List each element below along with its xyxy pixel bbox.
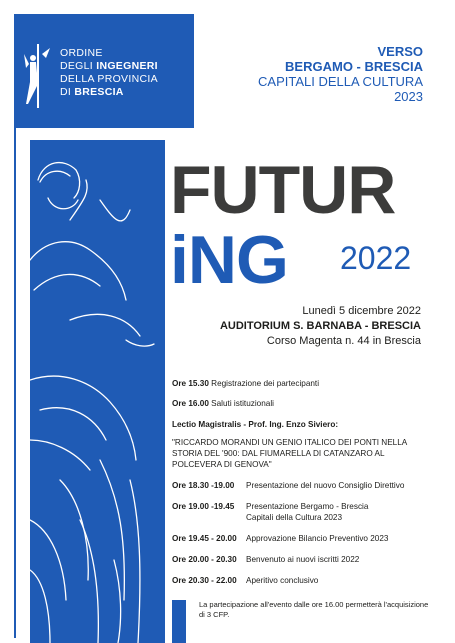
event-venue: AUDITORIUM S. BARNABA - BRESCIA	[219, 320, 421, 332]
angel-logo-icon	[24, 44, 52, 108]
program-lectio-title: "RICCARDO MORANDI UN GENIO ITALICO DEI PONTI NELLA STORIA DEL '900: DAL FIUMARELLA DI CATANZARO AL POLCEVERA DI GENOVA"	[172, 438, 407, 469]
program	[172, 378, 432, 586]
title-ing	[170, 222, 288, 298]
program-row: Ore 19.45 - 20.00 Approvazione Bilancio Preventivo 2023	[172, 534, 389, 543]
verso-capitals: CAPITALI DELLA CULTURA	[258, 74, 423, 89]
program-row: Ore 20.00 - 20.30 Benvenuto ai nuovi iscritti 2022	[172, 555, 360, 564]
program-row: Ore 18.30 -19.00 Presentazione del nuovo Consiglio Direttivo	[172, 481, 405, 490]
program-row: Ore 19.00 -19.45 Presentazione Bergamo - Brescia Capitali della Cultura 2023	[172, 502, 369, 522]
title-futur: FUTUR	[170, 152, 396, 228]
verso-line: VERSO	[377, 44, 423, 59]
program-item: Ore 16.00 Saluti istituzionali	[172, 399, 274, 408]
org-name: ORDINE DEGLI INGEGNERI DELLA PROVINCIA DI BRESCIA	[60, 47, 158, 98]
left-divider	[14, 128, 16, 638]
title-i: i	[170, 222, 188, 298]
event-date: Lunedì 5 dicembre 2022	[302, 305, 421, 317]
title-year: 2022	[340, 240, 412, 276]
footer-accent-bar	[172, 600, 186, 643]
verso-heading	[258, 44, 423, 104]
program-lectio: Lectio Magistralis - Prof. Ing. Enzo Siviero:	[172, 420, 339, 429]
program-item: Ore 15.30 Registrazione dei partecipanti	[172, 379, 320, 388]
verso-cities: BERGAMO - BRESCIA	[285, 59, 423, 74]
event-address: Corso Magenta n. 44 in Brescia	[266, 335, 421, 347]
program-row: Ore 20.30 - 22.00 Aperitivo conclusivo	[172, 576, 319, 585]
statue-panel	[30, 140, 165, 643]
statue-illustration-icon	[30, 140, 165, 643]
org-header-block	[14, 14, 194, 128]
title-ng: NG	[187, 222, 288, 298]
event-info	[220, 304, 421, 349]
footer-note: La partecipazione all'evento dalle ore 16.00 permetterà l'acquisizione di 3 CFP.	[199, 600, 429, 619]
verso-year: 2023	[394, 89, 423, 104]
